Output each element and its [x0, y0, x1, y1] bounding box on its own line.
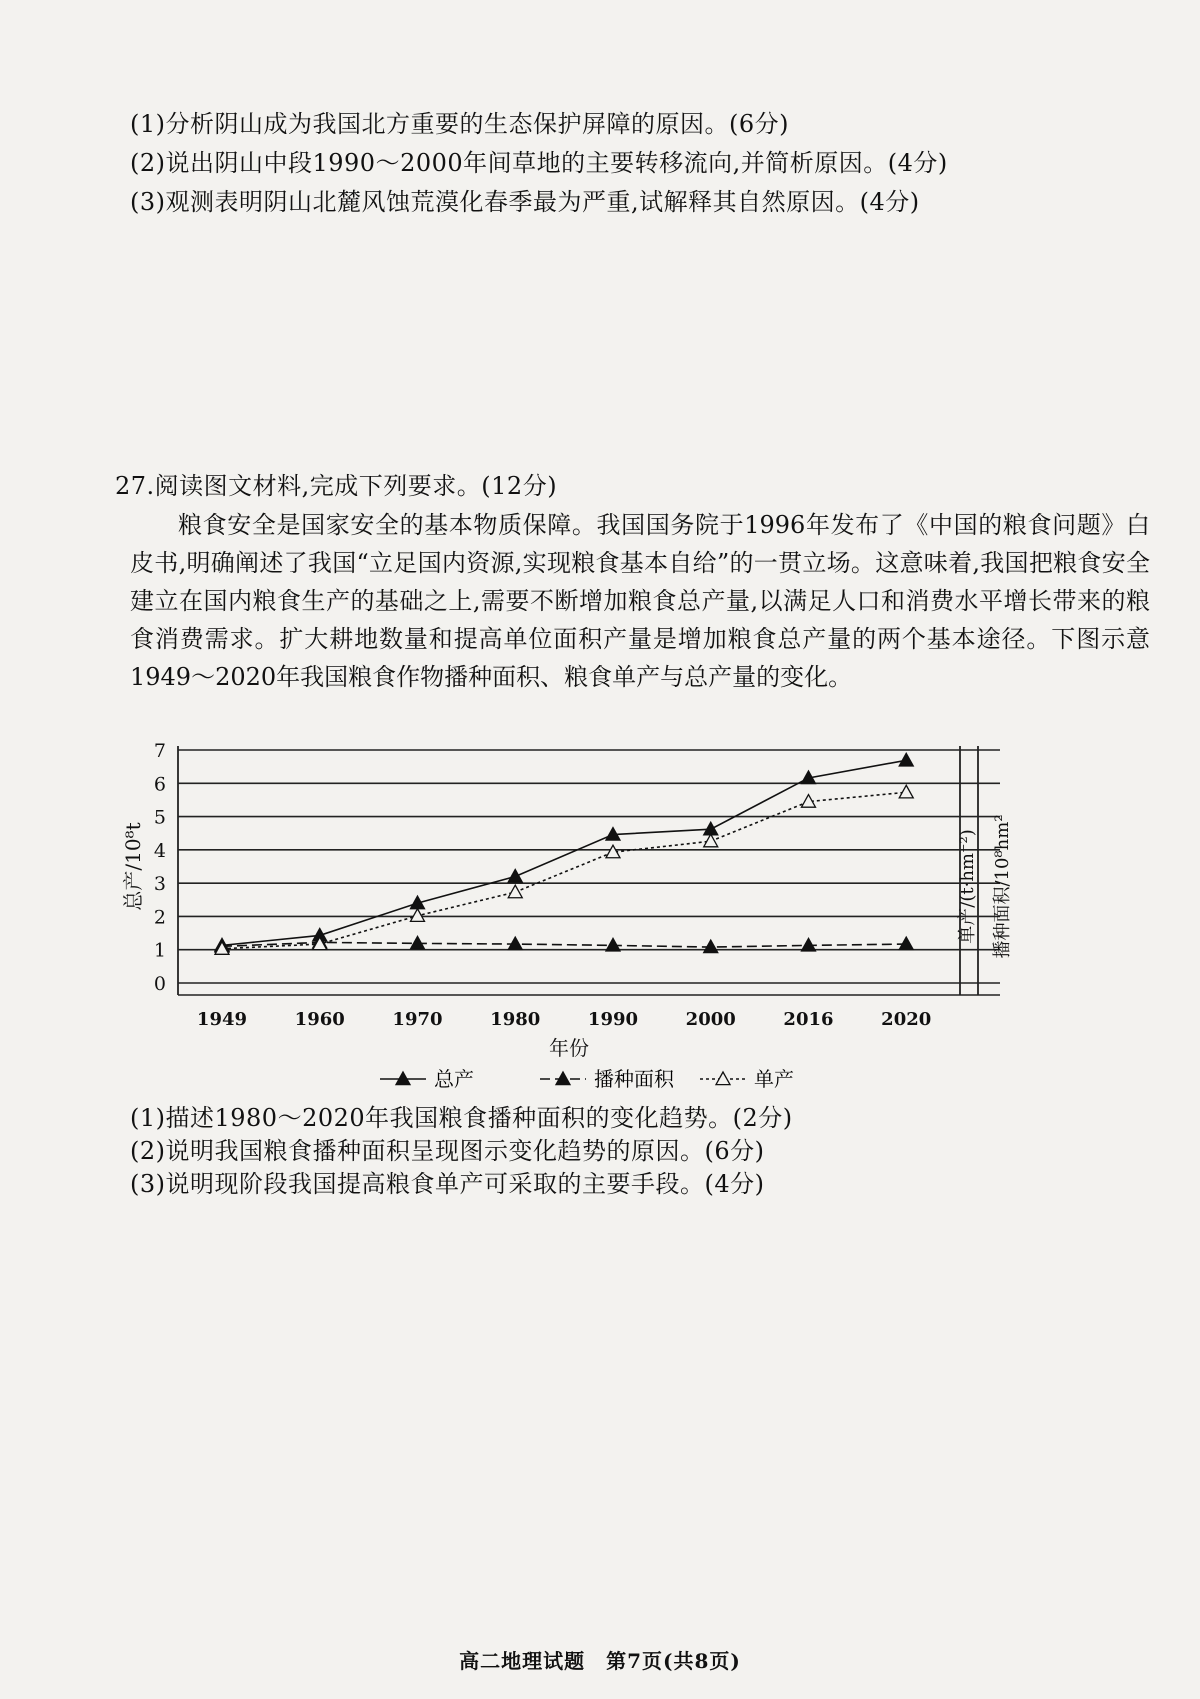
- series-line-单产: [222, 792, 906, 948]
- y-tick-label: 4: [153, 839, 166, 862]
- data-point-总产: [899, 753, 913, 766]
- x-tick-label: 1949: [196, 1009, 248, 1030]
- chart-legend: [380, 1065, 880, 1095]
- y-tick-label: 6: [153, 773, 166, 796]
- data-point-单产: [508, 885, 522, 898]
- q27-part-2: (2)说明我国粮食播种面积呈现图示变化趋势的原因。(6分): [130, 1137, 765, 1165]
- page-footer: 高二地理试题 第7页(共8页): [459, 1649, 741, 1673]
- y-axis-right-title-yield: 单产/(t·hm⁻²): [957, 829, 978, 944]
- y-tick-label: 0: [153, 973, 166, 995]
- data-point-总产: [508, 869, 522, 882]
- q27-header: 27.阅读图文材料,完成下列要求。(12分): [115, 472, 558, 500]
- chart-labels: [121, 740, 1013, 1060]
- x-tick-label: 1980: [490, 1009, 541, 1030]
- y-tick-label: 3: [153, 873, 166, 896]
- q27-material-text: 粮食安全是国家安全的基本物质保障。我国国务院于1996年发布了《中国的粮食问题》白皮书,明确阐述了我国“立足国内资源,实现粮食基本自给”的一贯立场。这意味着,我国把粮食安全建立在国内粮食生产的基础之上,需要不断增加粮食总产量,以满足人口和消费水平增长带来的粮食消费需求。扩大耕地数量和提高单位面积产量是增加粮食总产量的两个基本途径。下图示意1949～2020年我国粮食作物播种面积、粮食单产与总产量的变化。: [130, 511, 1150, 691]
- q26-part-2: (2)说出阴山中段1990～2000年间草地的主要转移流向,并简析原因。(4分): [130, 149, 948, 177]
- data-point-单产: [704, 834, 718, 847]
- x-tick-label: 2000: [685, 1009, 736, 1030]
- legend-items: [380, 1067, 794, 1091]
- y-tick-label: 1: [153, 939, 166, 962]
- series-line-总产: [222, 760, 906, 945]
- x-tick-label: 1990: [587, 1009, 639, 1030]
- legend-label-单产: 单产: [754, 1067, 794, 1091]
- data-point-单产: [899, 785, 913, 798]
- chart-grid: [178, 750, 1000, 983]
- y-tick-label: 2: [153, 906, 166, 929]
- x-axis-title: 年份: [549, 1036, 589, 1060]
- q26-part-1: (1)分析阴山成为我国北方重要的生态保护屏障的原因。(6分): [130, 110, 789, 138]
- y-tick-label: 7: [153, 740, 166, 762]
- q27-part-1: (1)描述1980～2020年我国粮食播种面积的变化趋势。(2分): [130, 1104, 793, 1132]
- y-tick-label: 5: [153, 806, 166, 829]
- x-tick-label: 2016: [783, 1009, 834, 1030]
- legend-label-总产: 总产: [434, 1067, 474, 1091]
- legend-label-播种面积: 播种面积: [594, 1067, 674, 1091]
- q27-material: [130, 506, 1150, 696]
- q26-part-3: (3)观测表明阴山北麓风蚀荒漠化春季最为严重,试解释其自然原因。(4分): [130, 188, 920, 216]
- y-axis-right-title-area: 播种面积/10⁸hm²: [992, 814, 1013, 959]
- q27-part-3: (3)说明现阶段我国提高粮食单产可采取的主要手段。(4分): [130, 1170, 765, 1198]
- x-tick-label: 2020: [881, 1009, 932, 1030]
- x-tick-label: 1970: [392, 1009, 443, 1030]
- x-tick-label: 1960: [294, 1009, 345, 1030]
- grain-chart: [120, 730, 1020, 1090]
- y-axis-title: 总产/10⁸t: [121, 822, 145, 911]
